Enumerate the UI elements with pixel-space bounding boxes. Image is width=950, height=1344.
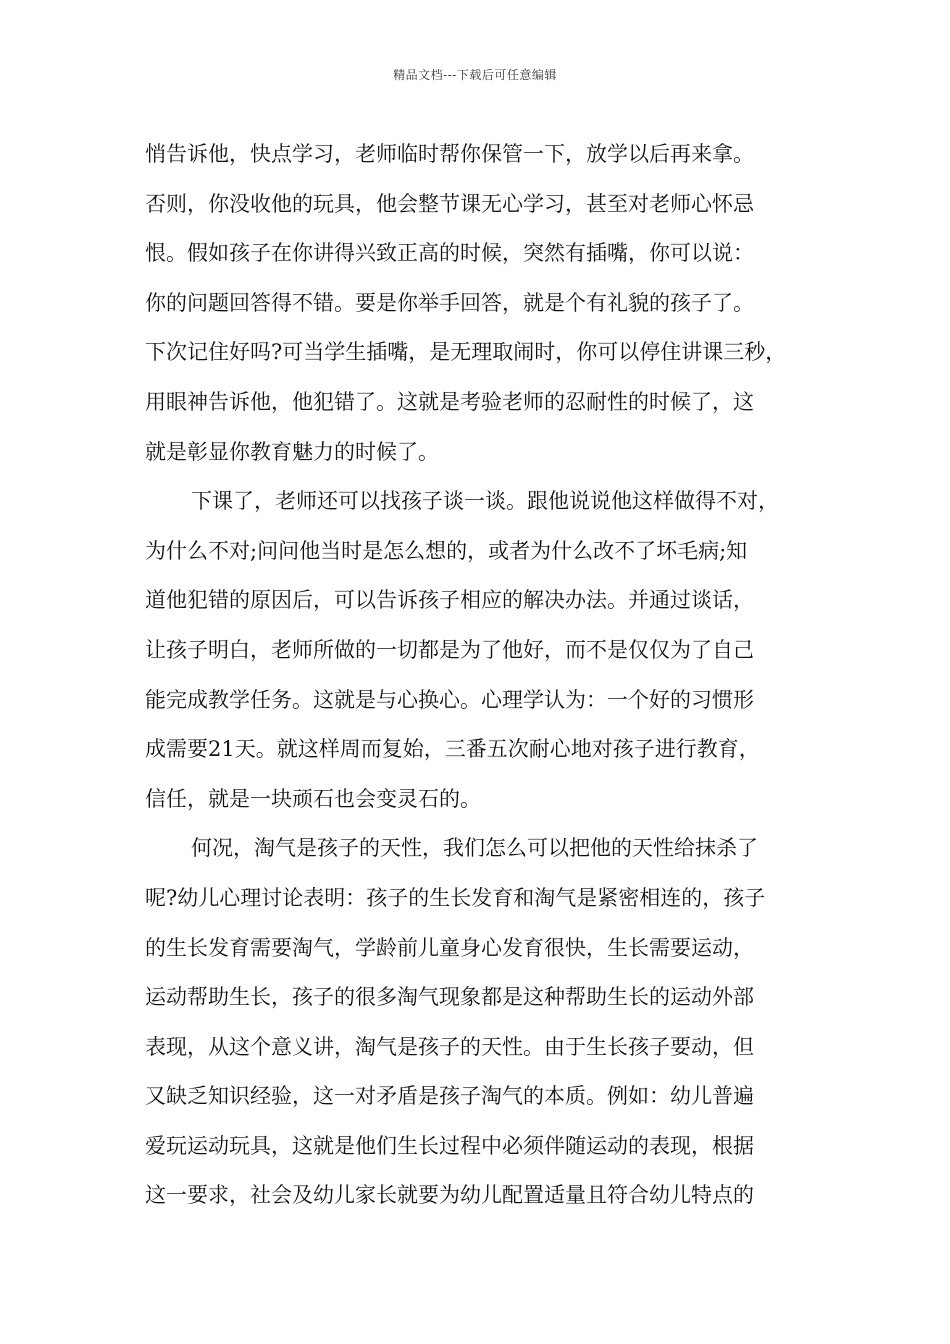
- text-line: 否则，你没收他的玩具，他会整节课无心学习，甚至对老师心怀忌: [145, 191, 754, 216]
- text-line: 你的问题回答得不错。要是你举手回答，就是个有礼貌的孩子了。: [145, 290, 754, 315]
- text-line: 悄告诉他，快点学习，老师临时帮你保管一下，放学以后再来拿。: [145, 142, 754, 166]
- text-line: 恨。假如孩子在你讲得兴致正高的时候，突然有插嘴，你可以说：: [145, 241, 754, 266]
- text-line: 用眼神告诉他，他犯错了。这就是考验老师的忍耐性的时候了，这: [145, 389, 754, 414]
- text-line: 又缺乏知识经验，这一对矛盾是孩子淘气的本质。例如：幼儿普遍: [145, 1084, 754, 1109]
- text-line: 信任，就是一块顽石也会变灵石的。: [145, 786, 481, 811]
- text-line: 爱玩运动玩具，这就是他们生长过程中必须伴随运动的表现，根据: [145, 1133, 754, 1158]
- text-line: 的生长发育需要淘气，学龄前儿童身心发育很快，生长需要运动，: [145, 935, 754, 960]
- body-text: [145, 130, 810, 1221]
- page-header: 精品文档---下载后可任意编辑: [393, 68, 557, 82]
- text-line: 能完成教学任务。这就是与心换心。心理学认为：一个好的习惯形: [145, 687, 754, 712]
- paragraph-start-line: 何况，淘气是孩子的天性，我们怎么可以把他的天性给抹杀了: [191, 836, 758, 861]
- text-line: 表现，从这个意义讲，淘气是孩子的天性。由于生长孩子要动，但: [145, 1034, 754, 1059]
- text-line: 成需要21天。就这样周而复始，三番五次耐心地对孩子进行教育，: [145, 737, 760, 762]
- text-line: 道他犯错的原因后，可以告诉孩子相应的解决办法。并通过谈话，: [145, 588, 754, 613]
- paragraph-start-line: 下课了，老师还可以找孩子谈一谈。跟他说说他这样做得不对，: [191, 489, 779, 514]
- text-line: 为什么不对;问问他当时是怎么想的，或者为什么改不了坏毛病;知: [145, 538, 748, 563]
- text-line: 让孩子明白，老师所做的一切都是为了他好，而不是仅仅为了自己: [145, 637, 754, 662]
- text-line: 下次记住好吗?可当学生插嘴，是无理取闹时，你可以停住讲课三秒，: [145, 340, 787, 365]
- text-line: 运动帮助生长，孩子的很多淘气现象都是这种帮助生长的运动外部: [145, 985, 754, 1010]
- text-line: 这一要求，社会及幼儿家长就要为幼儿配置适量且符合幼儿特点的: [145, 1183, 754, 1208]
- text-line: 呢?幼儿心理讨论表明：孩子的生长发育和淘气是紧密相连的，孩子: [145, 885, 766, 910]
- text-line: 就是彰显你教育魅力的时候了。: [145, 439, 439, 464]
